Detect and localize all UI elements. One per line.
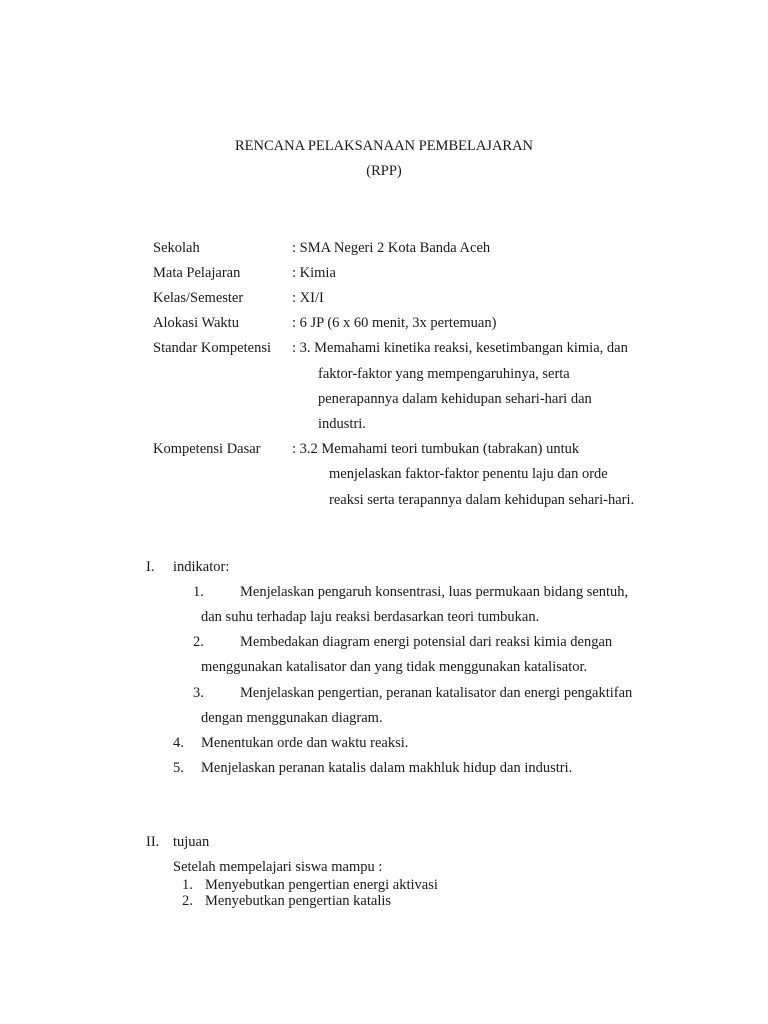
indicator-text: menggunakan katalisator dan yang tidak menggunakan katalisator. — [201, 659, 588, 675]
kd-line: reaksi serta terapannya dalam kehidupan sehari-hari. — [329, 492, 635, 508]
kd-label: Kompetensi Dasar — [153, 441, 261, 457]
subject-label: Mata Pelajaran — [153, 265, 241, 281]
indicator-number: 5. — [173, 760, 184, 776]
indicator-text: Menjelaskan pengertian, peranan katalisator dan energi pengaktifan — [240, 685, 633, 701]
sk-line: penerapannya dalam kehidupan sehari-hari dan — [318, 391, 592, 407]
indicator-number: 2. — [193, 634, 204, 650]
document-subtitle: (RPP) — [366, 163, 402, 179]
class-label: Kelas/Semester — [153, 290, 244, 306]
indicator-text: Menjelaskan pengaruh konsentrasi, luas permukaan bidang sentuh, — [240, 584, 629, 600]
objective-intro: Setelah mempelajari siswa mampu : — [173, 859, 383, 875]
section2-number: II. — [146, 834, 160, 850]
school-label: Sekolah — [153, 240, 200, 256]
kd-line: menjelaskan faktor-faktor penentu laju dan orde — [329, 466, 608, 482]
time-label: Alokasi Waktu — [153, 315, 239, 331]
sk-label: Standar Kompetensi — [153, 340, 271, 356]
kd-line: : 3.2 Memahami teori tumbukan (tabrakan) untuk — [292, 441, 580, 457]
objective-text: Menyebutkan pengertian katalis — [205, 893, 392, 909]
section1-number: I. — [146, 559, 155, 575]
objective-number: 1. — [182, 877, 193, 893]
indicator-text: Menentukan orde dan waktu reaksi. — [201, 735, 409, 751]
subject-value: : Kimia — [292, 265, 336, 281]
indicator-number: 1. — [193, 584, 204, 600]
indicator-text: dengan menggunakan diagram. — [201, 710, 383, 726]
indicator-text: Membedakan diagram energi potensial dari reaksi kimia dengan — [240, 634, 613, 650]
document-title: RENCANA PELAKSANAAN PEMBELAJARAN — [234, 138, 534, 154]
school-value: : SMA Negeri 2 Kota Banda Aceh — [292, 240, 491, 256]
class-value: : XI/I — [292, 290, 324, 306]
section2-heading: tujuan — [173, 834, 210, 850]
indicator-number: 4. — [173, 735, 184, 751]
sk-line: : 3. Memahami kinetika reaksi, kesetimbangan kimia, dan — [292, 340, 628, 356]
sk-line: industri. — [318, 416, 366, 432]
section1-heading: indikator: — [173, 559, 230, 575]
indicator-text: dan suhu terhadap laju reaksi berdasarkan teori tumbukan. — [201, 609, 540, 625]
indicator-text: Menjelaskan peranan katalis dalam makhluk hidup dan industri. — [201, 760, 573, 776]
objective-number: 2. — [182, 893, 193, 909]
time-value: : 6 JP (6 x 60 menit, 3x pertemuan) — [292, 315, 497, 331]
objective-text: Menyebutkan pengertian energi aktivasi — [205, 877, 438, 893]
indicator-number: 3. — [193, 685, 204, 701]
sk-line: faktor-faktor yang mempengaruhinya, serta — [318, 366, 570, 382]
